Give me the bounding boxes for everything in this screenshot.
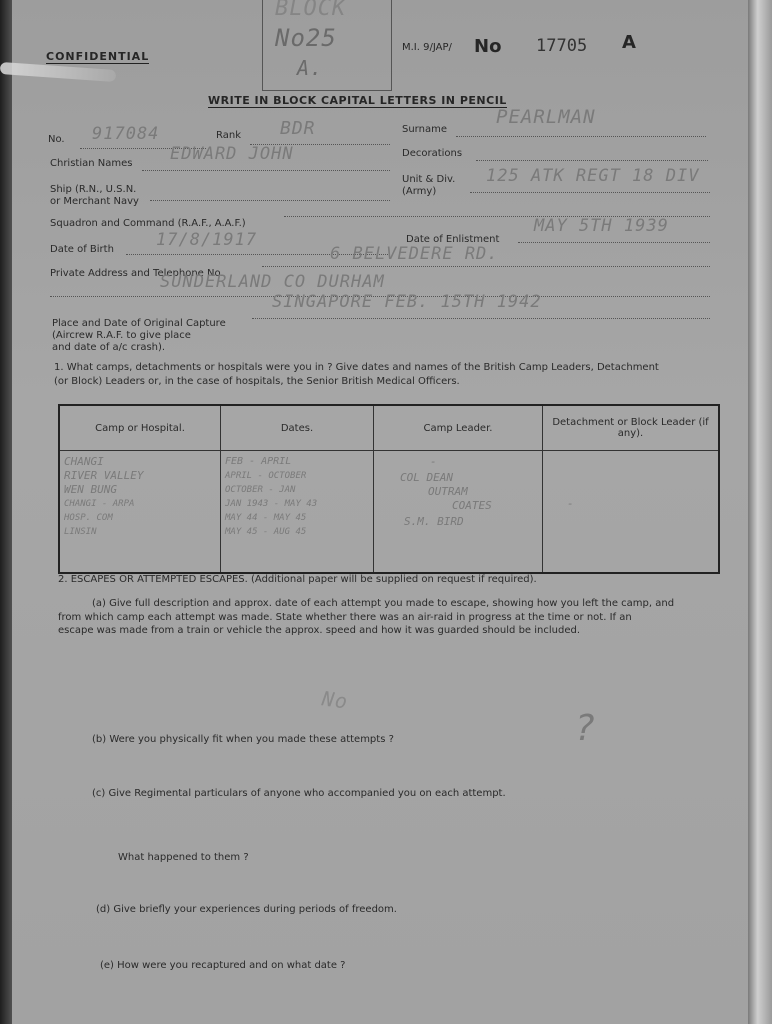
capture-label-1: Place and Date of Original Capture: [52, 318, 226, 329]
leader-entry: COL DEAN: [400, 471, 453, 484]
mi-reference: M.I. 9/JAP/: [402, 42, 452, 53]
section2-a-line3: escape was made from a train or vehicle the approx. speed and how it was guarded should be included.: [58, 625, 581, 636]
stamp-line-2: No25: [275, 24, 337, 52]
surname-line: [456, 136, 706, 137]
date-entry: JAN 1943 - MAY 43: [225, 499, 318, 509]
camp-entry: LINSIN: [64, 527, 97, 537]
unit-line: [470, 192, 710, 193]
decorations-line: [476, 160, 708, 161]
detachment-entry: -: [567, 497, 574, 510]
section2-b: (b) Were you physically fit when you made these attempts ?: [92, 734, 394, 745]
serial-suffix: A: [622, 32, 636, 53]
block-stamp-box: [262, 0, 392, 91]
section2-c: (c) Give Regimental particulars of anyone who accompanied you on each attempt.: [92, 788, 506, 799]
christian-names-label: Christian Names: [50, 158, 133, 169]
section2-e: (e) How were you recaptured and on what date ?: [100, 960, 346, 971]
capture-label-3: and date of a/c crash).: [52, 342, 166, 353]
stamp-line-1: BLOCK: [275, 0, 347, 21]
camp-entry: RIVER VALLEY: [64, 469, 144, 482]
section1-question-line2: (or Block) Leaders or, in the case of hospitals, the Senior British Medical Officers.: [54, 376, 460, 387]
camp-entry: CHANGI: [64, 455, 104, 468]
capture-label-2: (Aircrew R.A.F. to give place: [52, 330, 191, 341]
section1-question-line1: 1. What camps, detachments or hospitals were you in ? Give dates and names of the British Camp Leaders, Detachment: [54, 362, 659, 373]
leader-entry: -: [430, 455, 437, 468]
col-camp: Camp or Hospital.: [59, 405, 221, 451]
christian-names-line: [142, 170, 390, 171]
confidential-label: CONFIDENTIAL: [46, 50, 150, 63]
col-dates: Dates.: [221, 405, 374, 451]
camps-table: [58, 404, 720, 574]
date-entry: APRIL - OCTOBER: [225, 471, 307, 481]
dob-label: Date of Birth: [50, 244, 114, 255]
camp-entry: CHANGI - ARPA: [64, 499, 135, 509]
section2-d: (d) Give briefly your experiences during periods of freedom.: [96, 904, 397, 915]
question-mark-annotation: ?: [574, 708, 597, 749]
table-row: [59, 451, 719, 574]
capture-value: SINGAPORE FEB. 15TH 1942: [272, 292, 542, 312]
dob-value: 17/8/1917: [156, 230, 258, 250]
date-entry: MAY 44 - MAY 45: [225, 513, 307, 523]
leader-entry: COATES: [452, 499, 492, 512]
surname-value: PEARLMAN: [496, 106, 596, 128]
capture-line: [252, 318, 710, 319]
address-value-1: 6 BELVEDERE RD.: [330, 244, 499, 264]
section2-a-line2: from which camp each attempt was made. State whether there was an air-raid in progress at the time or not. If an: [58, 612, 632, 623]
camp-entry: WEN BUNG: [64, 483, 117, 496]
escape-answer: No: [320, 686, 350, 714]
table-header-row: [59, 405, 719, 451]
ship-line: [150, 200, 390, 201]
camp-entry: HOSP. COM: [64, 513, 113, 523]
section2-a-line1: (a) Give full description and approx. date of each attempt you made to escape, showing how you left the camp, and: [92, 598, 675, 609]
detachment-cell: [543, 451, 720, 574]
section2-heading: 2. ESCAPES OR ATTEMPTED ESCAPES. (Additional paper will be supplied on request if required).: [58, 574, 537, 585]
leaders-cell: [374, 451, 543, 574]
address-value-2: SUNDERLAND CO DURHAM: [160, 272, 385, 292]
decorations-label: Decorations: [402, 148, 463, 159]
unit-label-2: (Army): [402, 186, 437, 197]
enlistment-value: MAY 5TH 1939: [534, 216, 669, 236]
ship-label-1: Ship (R.N., U.S.N.: [50, 184, 137, 195]
enlistment-line: [518, 242, 710, 243]
service-number: 917084: [92, 124, 160, 144]
ship-label-2: or Merchant Navy: [50, 196, 139, 207]
unit-value: 125 ATK REGT 18 DIV: [486, 166, 700, 186]
date-entry: MAY 45 - AUG 45: [225, 527, 307, 537]
serial-number: 17705: [536, 36, 588, 56]
section2-c-followup: What happened to them ?: [118, 852, 249, 863]
camps-cell: [59, 451, 221, 574]
rank-label: Rank: [216, 130, 241, 141]
col-camp-leader: Camp Leader.: [374, 405, 543, 451]
date-entry: FEB - APRIL: [225, 456, 292, 467]
page-stack-edge: [748, 0, 772, 1024]
leader-entry: OUTRAM: [428, 485, 468, 498]
dates-cell: [221, 451, 374, 574]
date-entry: OCTOBER - JAN: [225, 485, 296, 495]
squadron-label: Squadron and Command (R.A.F., A.A.F.): [50, 218, 246, 229]
leader-entry: S.M. BIRD: [404, 515, 464, 528]
unit-label-1: Unit & Div.: [402, 174, 456, 185]
pencil-instruction: WRITE IN BLOCK CAPITAL LETTERS IN PENCIL: [208, 94, 507, 107]
number-label: No: [474, 36, 502, 57]
address-line-1: [262, 266, 710, 267]
christian-names-value: EDWARD JOHN: [170, 144, 294, 164]
enlistment-label: Date of Enlistment: [406, 234, 500, 245]
col-detachment-leader: Detachment or Block Leader (if any).: [543, 405, 720, 451]
stamp-line-3: A.: [297, 56, 324, 80]
address-label: Private Address and Telephone No.: [50, 268, 224, 279]
no-label: No.: [48, 134, 65, 145]
surname-label: Surname: [402, 124, 447, 135]
rank-value: BDR: [280, 118, 316, 139]
